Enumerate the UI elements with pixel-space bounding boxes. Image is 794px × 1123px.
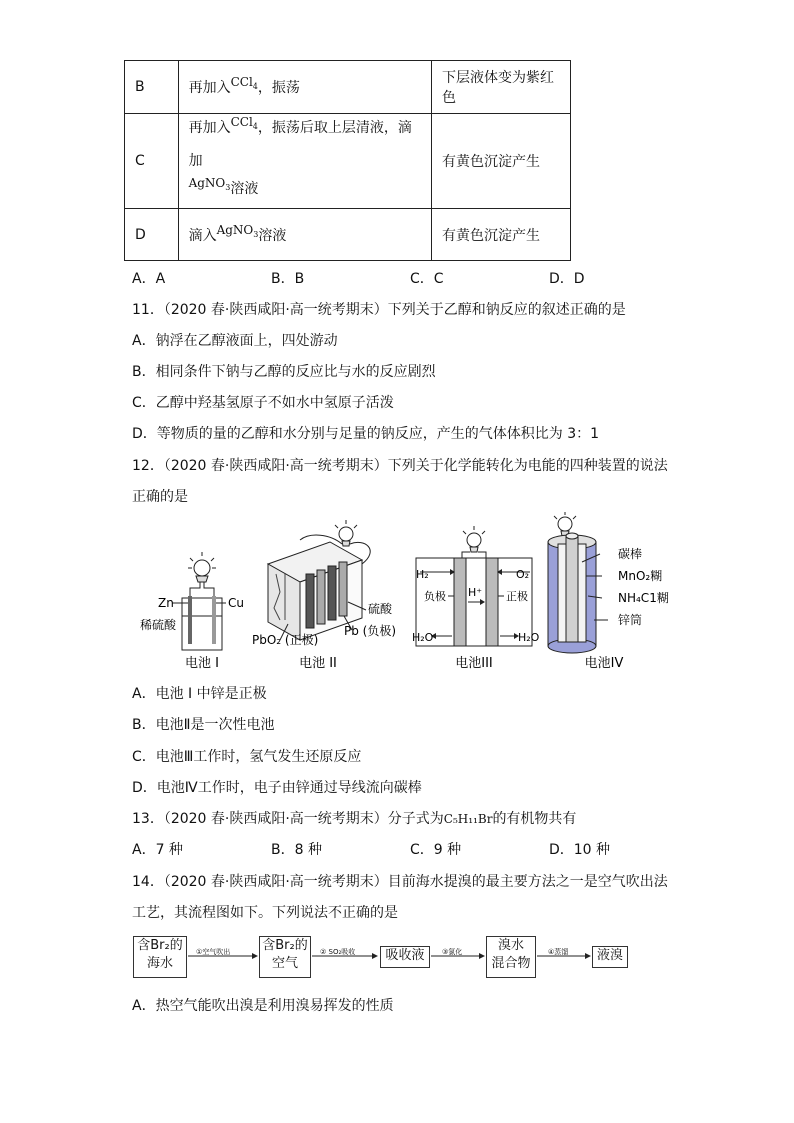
row-label: C (125, 114, 179, 209)
q13-option-d: D．10 种 (549, 842, 611, 858)
q11-option-c: C．乙醇中羟基氢原子不如水中氢原子活泼 (132, 395, 394, 411)
flow-box-absorbent: 吸收液 (380, 946, 430, 968)
table-row (125, 114, 571, 209)
q12-option-b: B．电池Ⅱ是一次性电池 (132, 717, 275, 733)
q11-option-a: A．钠浮在乙醇液面上，四处游动 (132, 333, 338, 349)
q10-option-b: B．B (271, 271, 305, 287)
h2-label: H₂ (416, 568, 429, 581)
pbo2-positive-label: PbO₂ (正极) (252, 633, 319, 647)
mno2-paste-label: MnO₂糊 (618, 569, 663, 583)
cell-1-diagram (172, 552, 226, 650)
flow-arrow-3-label: ③氯化 (442, 948, 463, 956)
cell-1-caption: 电池 I (185, 656, 219, 671)
dilute-acid-label: 稀硫酸 (140, 618, 177, 632)
result-cell: 下层液体变为紫红色 (431, 61, 570, 114)
flow-box-liquid-bromine: 液溴 (592, 946, 628, 968)
q11-stem: 11．（2020 春·陕西咸阳·高一统考期末）下列关于乙醇和钠反应的叙述正确的是 (132, 302, 626, 318)
flow-arrow-4-label: ④蒸馏 (548, 948, 569, 956)
cell-4-caption: 电池IV (584, 656, 624, 671)
cell-2-caption: 电池 II (299, 656, 337, 671)
row-label: D (125, 209, 179, 261)
zn-label: Zn (158, 596, 174, 610)
cell-2-diagram (268, 520, 370, 640)
chem-formula: AgNO$_3$ (216, 222, 259, 239)
positive-electrode-label: 正极 (506, 590, 528, 603)
o2-label: O₂ (516, 568, 530, 581)
zinc-can-label: 锌筒 (618, 613, 643, 627)
q11-option-d: D．等物质的量的乙醇和水分别与足量的钠反应，产生的气体体积比为 3：1 (132, 426, 600, 442)
q10-option-d: D．D (549, 271, 585, 287)
q14-stem-line2: 工艺，其流程图如下。下列说法不正确的是 (132, 905, 398, 921)
q13-option-b: B．8 种 (271, 842, 322, 858)
flow-arrow-2-label: ② SO₂吸收 (320, 948, 356, 956)
row-label: B (125, 61, 179, 114)
q12-option-d: D．电池Ⅳ工作时，电子由锌通过导线流向碳棒 (132, 780, 422, 796)
q12-stem-line1: 12．（2020 春·陕西咸阳·高一统考期末）下列关于化学能转化为电能的四种装置的说法 (132, 458, 668, 474)
cell-3-caption: 电池III (455, 656, 493, 671)
q10-option-a: A．A (132, 271, 166, 287)
q13-option-a: A．7 种 (132, 842, 183, 858)
operation-cell: 再加入CCl$_4$，振荡后取上层清液，滴加 AgNO$_3$溶液 (178, 114, 431, 209)
q13-option-c: C．9 种 (410, 842, 462, 858)
h-plus-label: H⁺ (468, 586, 483, 599)
operation-cell: 滴入AgNO$_3$溶液 (178, 209, 431, 261)
sulfuric-acid-label: 硫酸 (368, 602, 393, 616)
chem-formula: CCl$_4$ (230, 115, 258, 131)
q11-option-b: B．相同条件下钠与乙醇的反应比与水的反应剧烈 (132, 364, 436, 380)
pb-negative-label: Pb (负极) (344, 624, 397, 638)
experiment-table (124, 60, 571, 261)
nh4cl-paste-label: NH₄C1糊 (618, 591, 669, 605)
q12-option-a: A．电池 I 中锌是正极 (132, 686, 267, 702)
water-right-label: H₂O (518, 631, 540, 644)
operation-cell: 再加入CCl$_4$，振荡 (178, 61, 431, 114)
negative-electrode-label: 负极 (424, 590, 446, 603)
chem-formula: CCl$_4$ (230, 75, 258, 91)
carbon-rod-label: 碳棒 (618, 547, 643, 561)
flow-box-seawater: 含Br₂的 海水 (133, 936, 187, 978)
result-cell: 有黄色沉淀产生 (431, 114, 570, 209)
cell-4-diagram (548, 512, 608, 653)
q14-stem-line1: 14．（2020 春·陕西咸阳·高一统考期末）目前海水提溴的最主要方法之一是空气吹出法 (132, 874, 668, 890)
flow-box-bromine-mixture: 溴水 混合物 (486, 936, 536, 978)
cu-label: Cu (228, 596, 244, 610)
q13-stem: 13．（2020 春·陕西咸阳·高一统考期末）分子式为C₅H₁₁Br的有机物共有 (132, 811, 577, 827)
table-row (125, 209, 571, 261)
q14-option-a: A．热空气能吹出溴是利用溴易挥发的性质 (132, 998, 394, 1014)
q12-stem-line2: 正确的是 (132, 489, 188, 505)
chem-formula: AgNO$_3$ (188, 176, 231, 192)
q10-option-c: C．C (410, 271, 444, 287)
result-cell: 有黄色沉淀产生 (431, 209, 570, 261)
battery-figure (130, 512, 690, 672)
flow-box-air: 含Br₂的 空气 (259, 936, 311, 978)
table-row (125, 61, 571, 114)
q12-option-c: C．电池Ⅲ工作时，氢气发生还原反应 (132, 749, 362, 765)
flow-arrow-1-label: ①空气吹出 (196, 948, 231, 956)
formula: C₅H₁₁Br (443, 812, 493, 826)
water-left-label: H₂O (412, 631, 434, 644)
